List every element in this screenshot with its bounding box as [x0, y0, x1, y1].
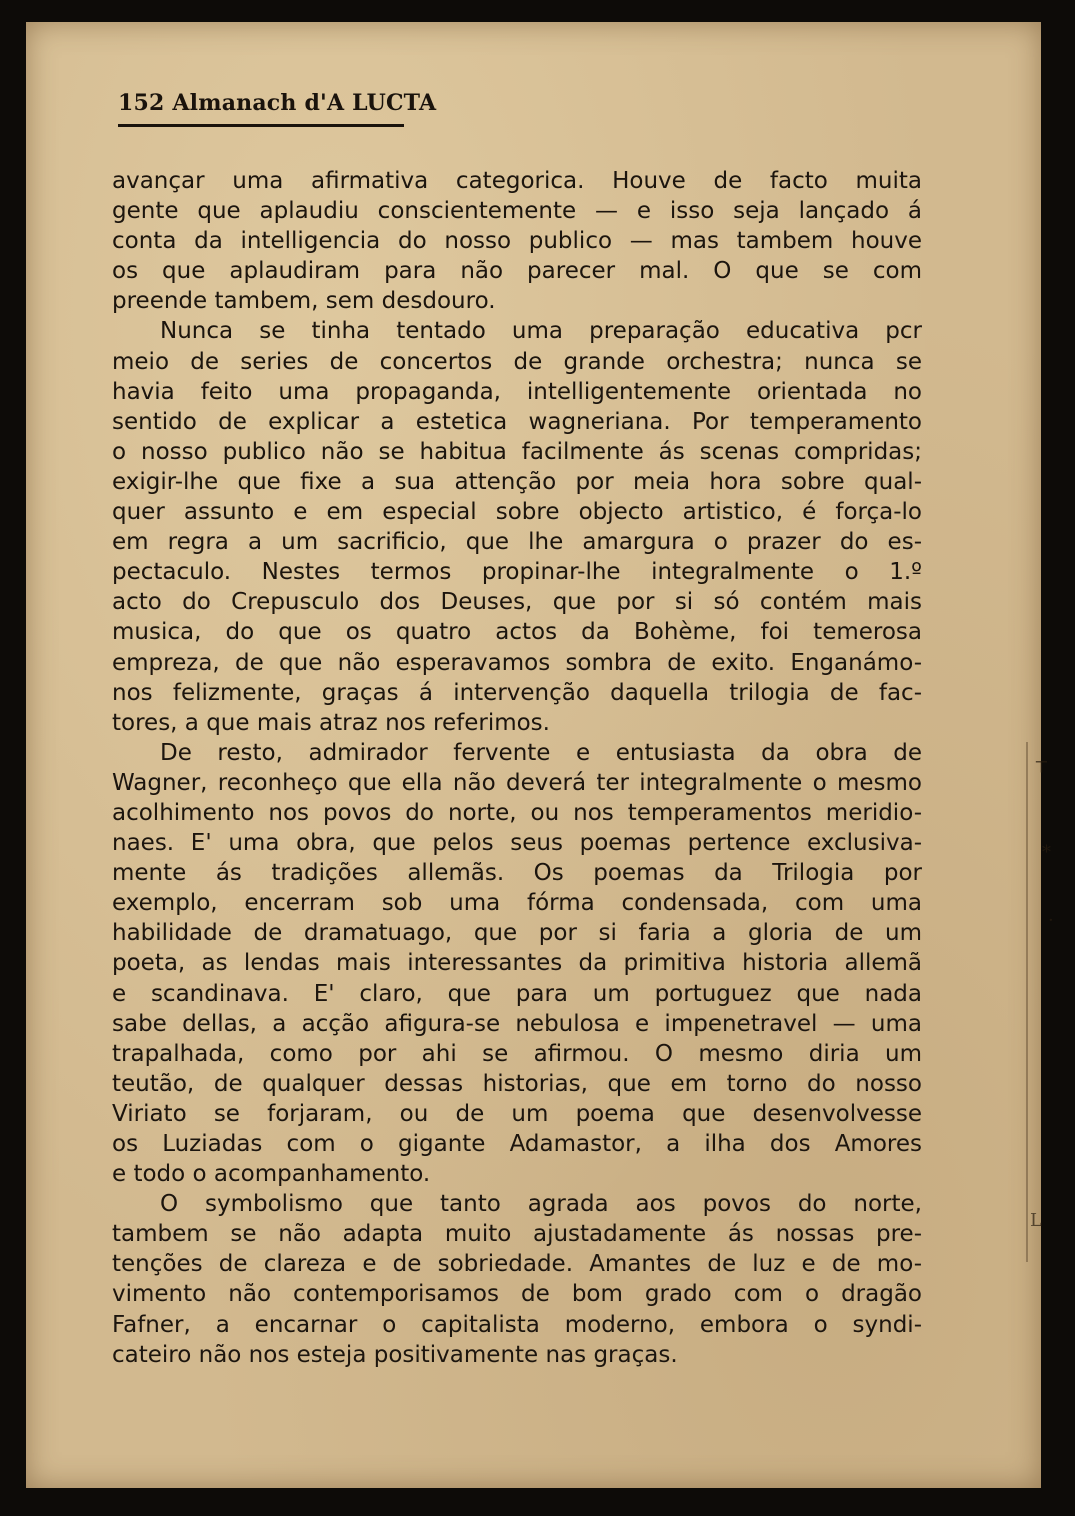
text-line: Viriato se forjaram, ou de um poema que desenvolvesse — [112, 1100, 922, 1127]
text-line: habilidade de dramatuago, que por si faria a gloria de um — [112, 920, 922, 947]
text-line: conta da intelligencia do nosso publico — mas tambem houve — [112, 228, 922, 255]
text-line: em regra a um sacrificio, que lhe amargura o prazer do es- — [112, 529, 922, 556]
text-line: poeta, as lendas mais interessantes da primitiva historia allemã — [112, 950, 922, 977]
header-underline — [118, 124, 404, 127]
text-line: o nosso publico não se habitua facilmente ás scenas compridas; — [112, 438, 922, 465]
text-line: Wagner, reconheço que ella não deverá ter integralmente o mesmo — [112, 769, 922, 796]
text-line: havia feito uma propaganda, intelligentemente orientada no — [112, 378, 922, 405]
bleed-mark-star: * — [1042, 842, 1051, 863]
text-line: pectaculo. Nestes termos propinar-lhe integralmente o 1.º — [112, 559, 922, 586]
text-line: exigir-lhe que fixe a sua attenção por meia hora sobre qual- — [112, 468, 922, 495]
text-line: e scandinava. E' claro, que para um portuguez que nada — [112, 980, 922, 1007]
almanac-title: Almanach d'A LUCTA — [172, 90, 437, 116]
text-line: Fafner, a encarnar o capitalista moderno, embora o syndi- — [112, 1311, 922, 1338]
text-line: tenções de clareza e de sobriedade. Amantes de luz e de mo- — [112, 1251, 922, 1278]
text-line: e todo o acompanhamento. — [112, 1161, 431, 1188]
text-line: cateiro não nos esteja positivamente nas graças. — [112, 1341, 678, 1368]
text-line: tores, a que mais atraz nos referimos. — [112, 709, 550, 736]
text-line: tambem se não adapta muito ajustadamente ás nossas pre- — [112, 1221, 922, 1248]
text-line: teutão, de qualquer dessas historias, que em torno do nosso — [112, 1070, 922, 1097]
text-line: nos felizmente, graças á intervenção daquella trilogia de fac- — [112, 679, 922, 706]
text-line: os que aplaudiram para não parecer mal. O que se com — [112, 258, 922, 285]
text-line: os Luziadas com o gigante Adamastor, a ilha dos Amores — [112, 1131, 922, 1157]
text-line: meio de series de concertos de grande orchestra; nunca se — [112, 348, 922, 375]
text-line: sabe dellas, a acção afigura-se nebulosa e impenetravel — uma — [112, 1010, 922, 1037]
page-header — [118, 90, 436, 116]
text-line: vimento não contemporisamos de bom grado com o dragão — [112, 1281, 922, 1308]
text-line: empreza, de que não esperavamos sombra de exito. Enganámo- — [112, 649, 922, 676]
page-number: 152 — [118, 90, 165, 116]
bleed-mark-dot: · — [1048, 910, 1054, 931]
text-line: quer assunto e em especial sobre objecto artistico, é força-lo — [112, 499, 922, 526]
text-line: gente que aplaudiu conscientemente — e isso seja lançado á — [112, 198, 922, 225]
text-line: musica, do que os quatro actos da Bohème, foi temerosa — [112, 619, 922, 646]
text-line: O symbolismo que tanto agrada aos povos do norte, — [160, 1191, 922, 1218]
bleed-mark-top: ┬ — [1036, 752, 1047, 773]
text-line: sentido de explicar a estetica wagneriana. Por temperamento — [112, 408, 922, 435]
text-line: mente ás tradições allemãs. Os poemas da Trilogia por — [112, 860, 922, 887]
text-line: Nunca se tinha tentado uma preparação educativa pcr — [160, 318, 922, 345]
text-line: exemplo, encerram sob uma fórma condensada, com uma — [112, 890, 922, 917]
bleed-mark-bottom: L — [1030, 1210, 1042, 1231]
text-line: De resto, admirador fervente e entusiasta da obra de — [160, 739, 922, 766]
text-line: naes. E' uma obra, que pelos seus poemas pertence exclusiva- — [112, 830, 922, 857]
body-text — [112, 166, 922, 1370]
text-line: avançar uma afirmativa categorica. Houve de facto muita — [112, 168, 922, 194]
bleed-through-edge — [1026, 742, 1070, 1262]
text-line: acto do Crepusculo dos Deuses, que por si só contém mais — [112, 589, 922, 616]
text-line: preende tambem, sem desdouro. — [112, 288, 496, 315]
text-line: trapalhada, como por ahi se afirmou. O mesmo diria um — [112, 1040, 922, 1067]
text-line: acolhimento nos povos do norte, ou nos temperamentos meridio- — [112, 799, 922, 826]
